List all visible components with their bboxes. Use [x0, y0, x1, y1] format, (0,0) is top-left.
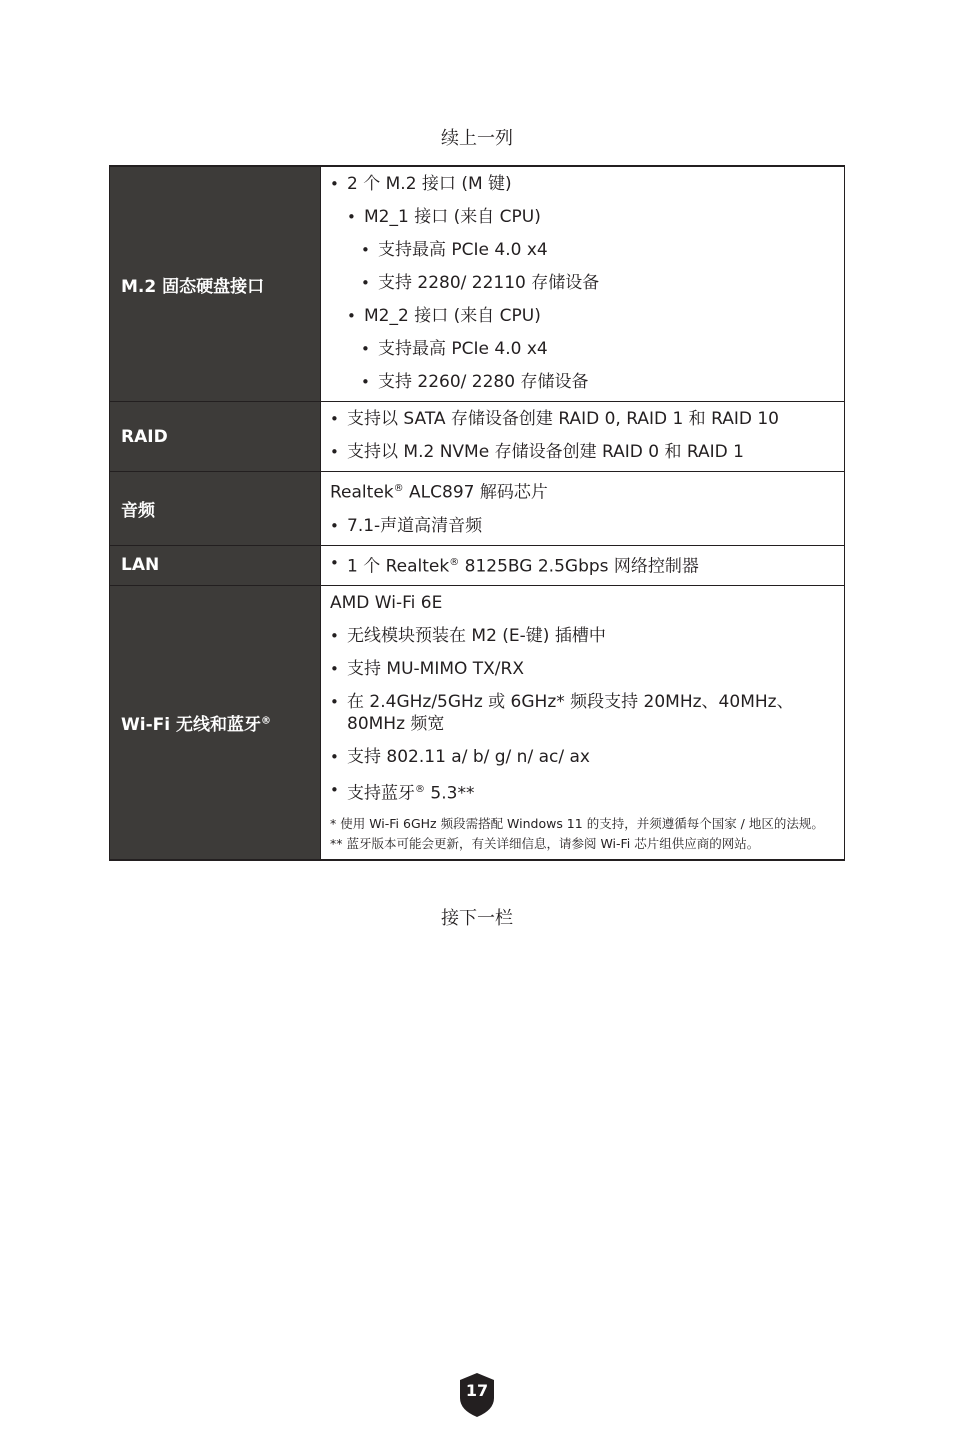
- audio-row: [110, 472, 845, 546]
- bullet: •: [330, 660, 339, 679]
- raid-content: [321, 402, 845, 472]
- bullet: •: [330, 781, 339, 800]
- item-text: 支持最高 PCIe 4.0 x4: [378, 240, 548, 260]
- item-text: 1 个 Realtek: [347, 556, 450, 577]
- bullet: •: [330, 516, 339, 535]
- list-item: [330, 746, 838, 768]
- codec-brand: Realtek: [330, 482, 394, 503]
- item-text: 支持 2280/ 22110 存储设备: [378, 273, 600, 293]
- bullet: •: [361, 340, 370, 358]
- audio-label: 音频: [110, 472, 321, 546]
- bullet: •: [330, 748, 339, 767]
- list-item: [330, 691, 838, 735]
- bullet: •: [361, 274, 370, 292]
- bullet: •: [361, 241, 370, 259]
- list-item: [330, 779, 838, 805]
- item-text: M2_2 接口 (来自 CPU): [364, 306, 541, 326]
- registered-mark: ®: [415, 784, 425, 796]
- footnote: * 使用 Wi-Fi 6GHz 频段需搭配 Windows 11 的支持，并须遵循每个国家 / 地区的法规。: [330, 815, 824, 831]
- wifi-label: [110, 586, 321, 860]
- spec-table: [109, 165, 845, 861]
- wifi-row: [110, 586, 845, 860]
- item-text: 无线模块预装在 M2 (E-键) 插槽中: [347, 626, 606, 647]
- bullet: •: [330, 410, 339, 428]
- continued-next-caption: 接下一栏: [441, 908, 513, 929]
- raid-label: RAID: [110, 402, 321, 472]
- registered-mark: ®: [449, 556, 460, 568]
- m2-label: M.2 固态硬盘接口: [110, 166, 321, 402]
- m2-row: [110, 166, 845, 402]
- bullet: •: [361, 373, 370, 391]
- footnote: ** 蓝牙版本可能会更新，有关详细信息，请参阅 Wi-Fi 芯片组供应商的网站。: [330, 835, 760, 851]
- lan-row: [110, 545, 845, 586]
- item-text-tail: 8125BG 2.5Gbps 网络控制器: [459, 556, 699, 577]
- list-item: [330, 173, 838, 195]
- continued-from-caption: 续上一列: [441, 128, 513, 149]
- list-item: [330, 305, 838, 327]
- item-text: M2_1 接口 (来自 CPU): [364, 207, 541, 227]
- bullet: •: [347, 307, 356, 325]
- item-text: 在 2.4GHz/5GHz 或 6GHz* 频段支持 20MHz、40MHz、80MHz 频宽: [347, 692, 794, 735]
- list-item: [330, 515, 838, 537]
- item-text: 2 个 M.2 接口 (M 键): [347, 174, 512, 194]
- item-text: 支持最高 PCIe 4.0 x4: [378, 339, 548, 359]
- item-text: 支持以 M.2 NVMe 存储设备创建 RAID 0 和 RAID 1: [347, 442, 744, 462]
- item-text: 支持 802.11 a/ b/ g/ n/ ac/ ax: [347, 747, 590, 768]
- registered-mark: ®: [393, 483, 404, 494]
- list-item: [330, 371, 838, 393]
- list-item: [330, 658, 838, 680]
- wifi-chipset: AMD Wi-Fi 6E: [330, 593, 443, 614]
- codec-model: ALC897 解码芯片: [403, 482, 548, 503]
- wifi-label-text: Wi-Fi 无线和蓝牙: [121, 715, 261, 736]
- registered-mark: ®: [261, 715, 271, 727]
- item-text: 支持蓝牙: [347, 783, 415, 804]
- bullet: •: [330, 175, 339, 193]
- audio-codec: [330, 478, 838, 504]
- wifi-content: [321, 586, 845, 860]
- list-item: [330, 441, 838, 463]
- item-text: 支持 MU-MIMO TX/RX: [347, 659, 524, 680]
- bullet: •: [330, 693, 339, 712]
- bullet: •: [330, 553, 339, 572]
- list-item: [330, 408, 838, 430]
- bullet: •: [347, 208, 356, 226]
- page-number: 17: [465, 1381, 489, 1400]
- list-item: [330, 206, 838, 228]
- list-item: [330, 625, 838, 647]
- m2-content: [321, 166, 845, 402]
- list-item: [330, 338, 838, 360]
- list-item: [330, 552, 838, 578]
- list-item: [330, 239, 838, 261]
- item-text-tail: 5.3**: [425, 783, 475, 804]
- item-text: 7.1-声道高清音频: [347, 515, 483, 536]
- bullet: •: [330, 443, 339, 461]
- lan-label: LAN: [110, 545, 321, 586]
- bullet: •: [330, 627, 339, 646]
- audio-content: [321, 472, 845, 546]
- raid-row: [110, 402, 845, 472]
- list-item: [330, 272, 838, 294]
- lan-content: [321, 545, 845, 586]
- item-text: 支持以 SATA 存储设备创建 RAID 0, RAID 1 和 RAID 10: [347, 409, 779, 429]
- item-text: 支持 2260/ 2280 存储设备: [378, 372, 589, 392]
